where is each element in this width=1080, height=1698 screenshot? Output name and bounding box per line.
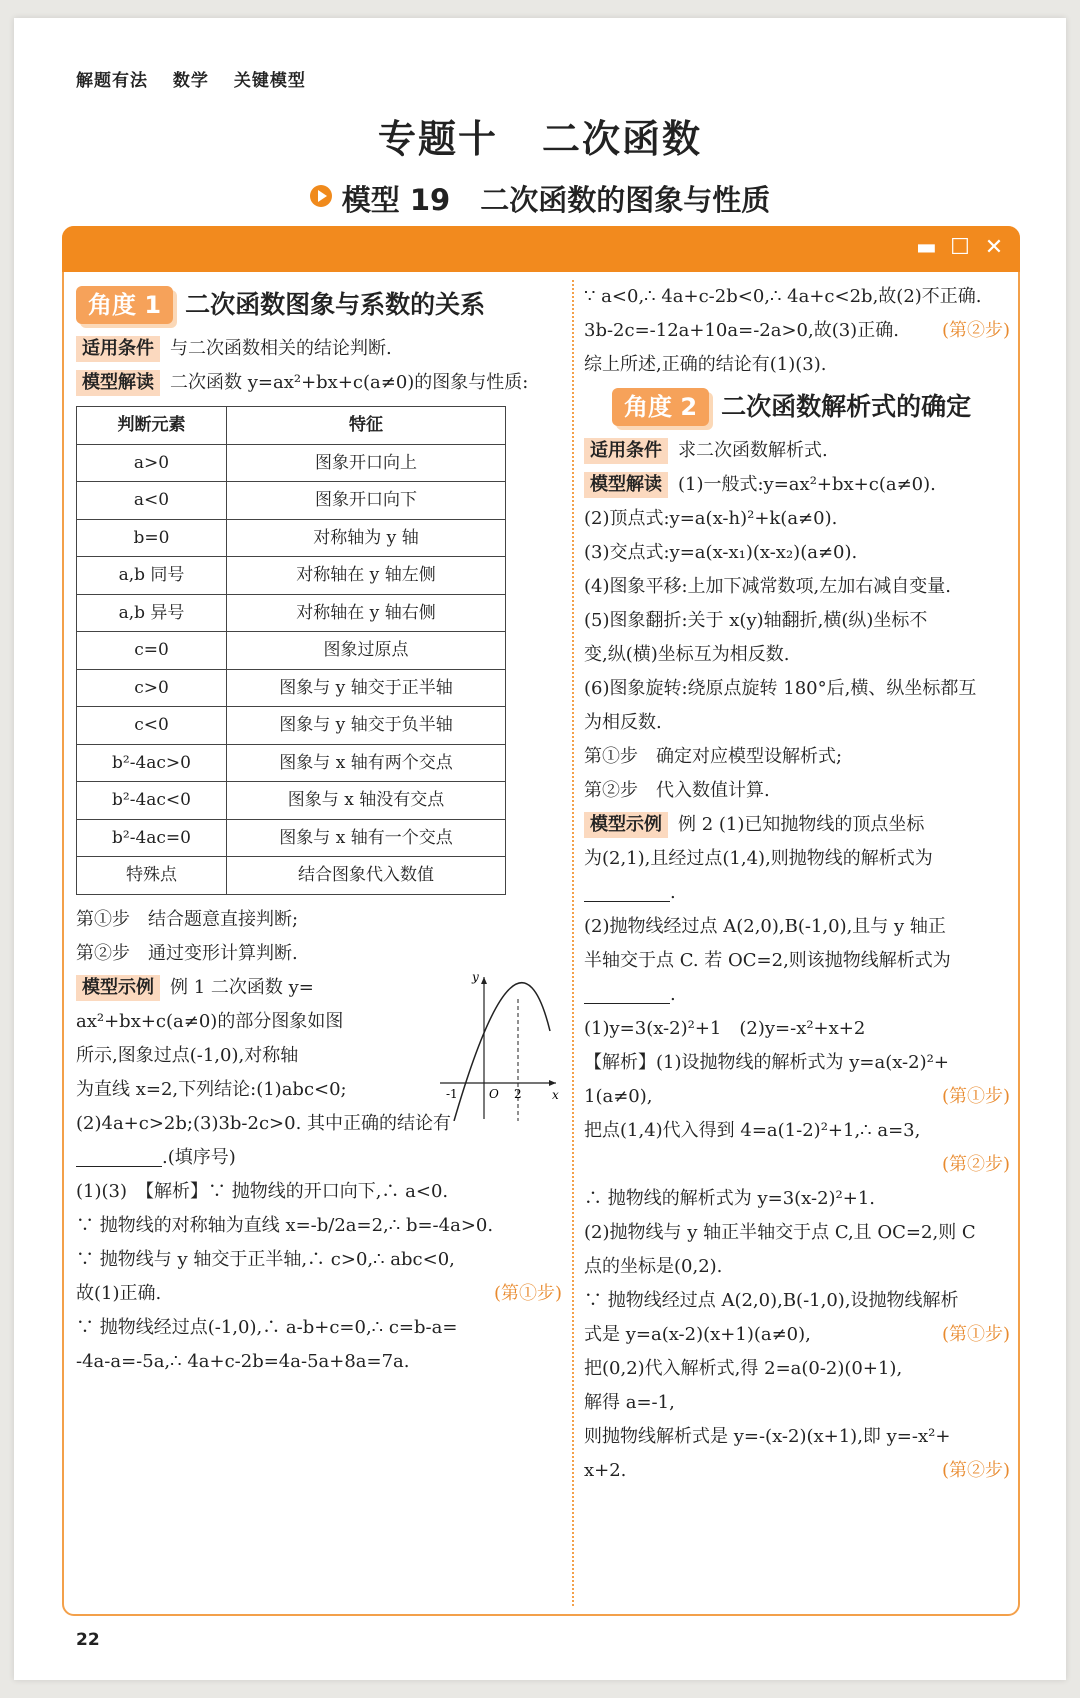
solution-line: ∵ 抛物线与 y 轴交于正半轴,∴ c>0,∴ abc<0, [76, 1248, 455, 1270]
book-name: 解题有法 [76, 71, 148, 91]
solution-line: x+2. [584, 1460, 627, 1481]
example-text: 所示,图象过点(-1,0),对称轴 [76, 1044, 299, 1066]
table-cell: b²-4ac=0 [77, 819, 227, 857]
step-line: 第②步 代入数值计算. [584, 780, 770, 801]
solution-line: 点的坐标是(0,2). [584, 1256, 723, 1277]
subject-name: 数学 [172, 71, 209, 91]
properties-table [76, 406, 506, 895]
solution-line: 故(1)正确. [76, 1282, 162, 1304]
solution-line: -4a-a=-5a,∴ 4a+c-2b=4a-5a+8a=7a. [76, 1350, 410, 1372]
step-marker: (第①步) [493, 1282, 562, 1304]
table-row [77, 819, 506, 857]
panel-title-bar [62, 226, 1020, 272]
step-marker: (第①步) [941, 1324, 1010, 1345]
step-2-line: 第②步 通过变形计算判断. [76, 942, 298, 964]
x-label: x [552, 1087, 559, 1102]
answer-blank[interactable] [584, 984, 670, 1004]
solution-line: 综上所述,正确的结论有(1)(3). [584, 354, 827, 375]
reading-text: 二次函数 y=ax²+bx+c(a≠0)的图象与性质: [170, 372, 529, 393]
tick-minus-one: -1 [446, 1086, 458, 1101]
solution-line: ∵ 抛物线的对称轴为直线 x=-b/2a=2,∴ b=-4a>0. [76, 1214, 494, 1236]
step-line: 第①步 确定对应模型设解析式; [584, 746, 843, 767]
form-line: (3)交点式:y=a(x-x₁)(x-x₂)(a≠0). [584, 542, 858, 563]
answer-blank[interactable] [76, 1147, 162, 1167]
form-line: (6)图象旋转:绕原点旋转 180°后,横、纵坐标都互 [584, 678, 977, 699]
content-panel [62, 226, 1020, 1616]
model-title [14, 178, 1066, 219]
table-row [77, 557, 506, 595]
table-cell: c<0 [77, 707, 227, 745]
solution-line: 则抛物线解析式是 y=-(x-2)(x+1),即 y=-x²+ [584, 1426, 951, 1447]
angle-2-heading [612, 388, 1010, 426]
solution-line: (2)抛物线与 y 轴正半轴交于点 C,且 OC=2,则 C [584, 1222, 976, 1243]
condition-tag: 适用条件 [76, 336, 160, 362]
chapter-label: 专题十 [377, 117, 498, 161]
example-text: ax²+bx+c(a≠0)的部分图象如图 [76, 1010, 344, 1032]
table-cell: 对称轴在 y 轴左侧 [227, 557, 506, 595]
example-2-line [584, 808, 1010, 842]
condition-text: 与二次函数相关的结论判断. [170, 338, 392, 359]
angle-1-tag: 角度 1 [76, 286, 173, 324]
table-cell: a>0 [77, 444, 227, 482]
maximize-icon[interactable]: ☐ [950, 235, 970, 260]
table-cell: b²-4ac>0 [77, 744, 227, 782]
form-line: (5)图象翻折:关于 x(y)轴翻折,横(纵)坐标不 [584, 610, 928, 631]
solution-line: 1(a≠0), [584, 1086, 653, 1107]
solution-line: 解得 a=-1, [584, 1392, 675, 1413]
form-line: 为相反数. [584, 712, 662, 733]
tick-two: 2 [514, 1086, 522, 1101]
chapter-title [14, 108, 1066, 163]
example-text: 例 1 二次函数 y= [170, 976, 314, 998]
example-text: (2)抛物线经过点 A(2,0),B(-1,0),且与 y 轴正 [584, 916, 946, 937]
window-controls [902, 235, 1004, 260]
table-cell: 结合图象代入数值 [227, 857, 506, 895]
table-cell: 对称轴为 y 轴 [227, 519, 506, 557]
table-cell: 对称轴在 y 轴右侧 [227, 594, 506, 632]
condition-line [584, 434, 1010, 468]
solution-line: 3b-2c=-12a+10a=-2a>0,故(3)正确. [584, 320, 899, 341]
table-row [77, 669, 506, 707]
right-column: ∵ a<0,∴ 4a+c-2b<0,∴ 4a+c<2b,故(2)不正确. 3b-2c=-12a+10a=-2a>0,故(3)正确. (第②步) 综上所述,正确的结论有(1)(3). 角度 2 二次函数解析式的确定 适用条件 求二次函数解析式. 模型解读 (1)一般式:y=ax²+bx+c(a≠0). (2)顶点式:y=a(x-h)²+k(a≠0). (3)交点式:y=a(x-x₁)(x-x₂)(a≠0). (4)图象平移:上加下减常数项,左加右减自变量. (5)图象翻折:关于 x(y)轴翻折,横(纵)坐标不 变,纵(横)坐标互为相反数. (6)图象旋转:绕原点旋转 180°后,横、纵坐标都互 为相反数. 第①步 确定对应模型设解析式; 第②步 代入数值计算. 模型示例 例 2 (1)已知抛物线的顶点坐标 为(2,1),且经过点(1,4),则抛物线的解析式为 . (2)抛物线经过点 A(2,0),B(-1,0),且与 y 轴正 半轴交于点 C. 若 OC=2,则该抛物线解析式为 . (1)y=3(x-2)²+1 (2)y=-x²+x+2 【解析】(1)设抛物线的解析式为 y=a(x-2)²+ 1(a≠0), (第①步) 把点(1,4)代入得到 4=a(1-2)²+1,∴ a=3, (第②步) ∴ 抛物线的解析式为 y=3(x-2)²+1. (2)抛物线与 y 轴正半轴交于点 C,且 OC=2,则 C 点的坐标是(0,2). ∵ 抛物线经过点 A(2,0),B(-1,0),设抛物线解析 式是 y=a(x-2)(x+1)(a≠0), (第①步) 把(0,2)代入解析式,得 2=a(0-2)(0+1), 解得 a=-1, 则抛物线解析式是 y=-(x-2)(x+1),即 y=-x²+ x+2. (第②步) [584, 280, 1010, 1488]
reading-line [584, 468, 1010, 502]
example-tag: 模型示例 [76, 975, 160, 1001]
reading-text: (1)一般式:y=ax²+bx+c(a≠0). [678, 474, 936, 495]
solution-line: 把(0,2)代入解析式,得 2=a(0-2)(0+1), [584, 1358, 903, 1379]
angle-1-heading [76, 286, 562, 324]
example-1 [76, 971, 562, 1107]
table-row [77, 519, 506, 557]
reading-tag: 模型解读 [584, 472, 668, 498]
solution-line: ∵ 抛物线经过点(-1,0),∴ a-b+c=0,∴ c=b-a= [76, 1316, 458, 1338]
reading-tag: 模型解读 [76, 370, 160, 396]
table-cell: 图象开口向下 [227, 482, 506, 520]
table-row [77, 782, 506, 820]
table-row [77, 482, 506, 520]
running-header [76, 66, 324, 91]
solution-line: ∴ 抛物线的解析式为 y=3(x-2)²+1. [584, 1188, 876, 1209]
condition-line [76, 332, 562, 366]
table-cell: 图象与 y 轴交于正半轴 [227, 669, 506, 707]
origin-label: O [489, 1086, 499, 1101]
table-cell: a,b 异号 [77, 594, 227, 632]
table-row [77, 632, 506, 670]
table-cell: b²-4ac<0 [77, 782, 227, 820]
table-cell: a,b 同号 [77, 557, 227, 595]
example-text: 例 2 (1)已知抛物线的顶点坐标 [678, 814, 925, 835]
y-label: y [472, 970, 479, 984]
example-text: .(填序号) [162, 1146, 236, 1168]
solution-line: ∵ a<0,∴ 4a+c-2b<0,∴ 4a+c<2b,故(2)不正确. [584, 286, 982, 307]
table-cell: 特殊点 [77, 857, 227, 895]
y-axis-arrow [481, 977, 487, 984]
page [14, 18, 1066, 1680]
step-marker: (第①步) [941, 1086, 1010, 1107]
angle-1-title: 二次函数图象与系数的关系 [185, 290, 486, 319]
step-marker: (第②步) [941, 1460, 1010, 1481]
solution-line: 【解析】(1)设抛物线的解析式为 y=a(x-2)²+ [584, 1052, 949, 1073]
condition-tag: 适用条件 [584, 438, 668, 464]
table-row [77, 444, 506, 482]
model-name: 二次函数的图象与性质 [480, 183, 771, 217]
form-line: (4)图象平移:上加下减常数项,左加右减自变量. [584, 576, 952, 597]
table-row [77, 594, 506, 632]
series-name: 关键模型 [233, 71, 306, 91]
play-icon [310, 185, 332, 207]
close-icon[interactable]: ✕ [984, 235, 1004, 260]
solution-line: 把点(1,4)代入得到 4=a(1-2)²+1,∴ a=3, [584, 1120, 921, 1141]
step-marker: (第②步) [941, 320, 1010, 341]
table-row [77, 707, 506, 745]
table-cell: 图象开口向上 [227, 444, 506, 482]
chapter-name: 二次函数 [542, 117, 703, 161]
reading-line [76, 366, 562, 400]
example-text: (2)4a+c>2b;(3)3b-2c>0. 其中正确的结论有 [76, 1112, 452, 1134]
table-cell: a<0 [77, 482, 227, 520]
table-cell: 图象与 x 轴有一个交点 [227, 819, 506, 857]
table-cell: c=0 [77, 632, 227, 670]
table-cell: b=0 [77, 519, 227, 557]
step-1-line: 第①步 结合题意直接判断; [76, 908, 299, 930]
left-column [76, 280, 562, 1379]
table-row [77, 744, 506, 782]
parabola-graph [432, 971, 562, 1121]
solution-line: (1)(3) 【解析】∵ 抛物线的开口向下,∴ a<0. [76, 1180, 449, 1202]
table-cell: 图象与 y 轴交于负半轴 [227, 707, 506, 745]
angle-2-title: 二次函数解析式的确定 [721, 392, 972, 421]
condition-text: 求二次函数解析式. [678, 440, 828, 461]
table-cell: 图象过原点 [227, 632, 506, 670]
form-line: 变,纵(横)坐标互为相反数. [584, 644, 790, 665]
table-cell: 图象与 x 轴没有交点 [227, 782, 506, 820]
example-text: 半轴交于点 C. 若 OC=2,则该抛物线解析式为 [584, 950, 951, 971]
column-divider [572, 280, 574, 1606]
table-header: 特征 [227, 407, 506, 445]
model-number: 模型 19 [341, 183, 451, 217]
example-tag: 模型示例 [584, 812, 668, 838]
example-text: 为直线 x=2,下列结论:(1)abc<0; [76, 1078, 347, 1100]
table-cell: c>0 [77, 669, 227, 707]
form-line: (2)顶点式:y=a(x-h)²+k(a≠0). [584, 508, 838, 529]
page-number: 22 [76, 1630, 100, 1650]
solution-line: 式是 y=a(x-2)(x+1)(a≠0), [584, 1324, 811, 1345]
parabola-curve [454, 982, 550, 1120]
table-cell: 图象与 x 轴有两个交点 [227, 744, 506, 782]
table-header: 判断元素 [77, 407, 227, 445]
answer-line: (1)y=3(x-2)²+1 (2)y=-x²+x+2 [584, 1018, 866, 1039]
example-text: 为(2,1),且经过点(1,4),则抛物线的解析式为 [584, 848, 933, 869]
step-marker: (第②步) [941, 1154, 1010, 1175]
table-header-row [77, 407, 506, 445]
minimize-icon[interactable]: ▬ [916, 235, 937, 260]
x-axis-arrow [549, 1080, 556, 1086]
solution-line: ∵ 抛物线经过点 A(2,0),B(-1,0),设抛物线解析 [584, 1290, 959, 1311]
table-row [77, 857, 506, 895]
angle-2-tag: 角度 2 [612, 388, 709, 426]
answer-blank[interactable] [584, 882, 670, 902]
